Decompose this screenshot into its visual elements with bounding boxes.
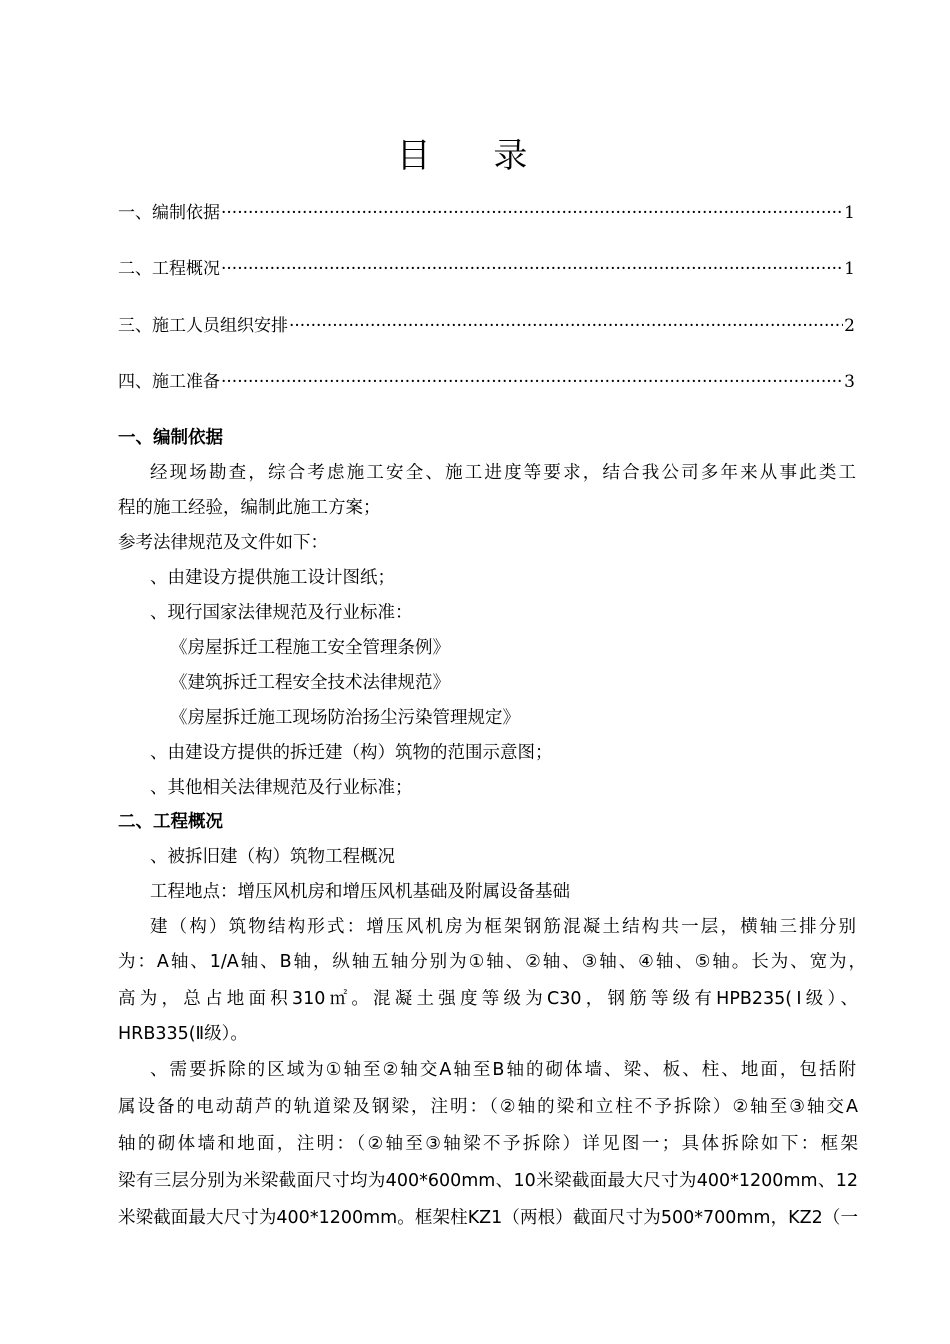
- list-item: 、由建设方提供的拆迁建（构）筑物的范围示意图；: [150, 743, 553, 763]
- toc-leader-dots: [221, 259, 843, 279]
- paragraph-line: 经现场勘查，综合考虑施工安全、施工进度等要求，结合我公司多年来从事此类工: [150, 463, 856, 483]
- paragraph-line: 高为，总占地面积310㎡。混凝土强度等级为C30，钢筋等级有HPB235(Ⅰ级）、: [118, 989, 858, 1009]
- toc-leader-dots: [289, 316, 843, 336]
- list-item: 、由建设方提供施工设计图纸；: [150, 568, 395, 588]
- section-heading: 二、工程概况: [118, 812, 223, 832]
- paragraph-line: 工程地点：增压风机房和增压风机基础及附属设备基础: [150, 882, 570, 902]
- list-item: 、被拆旧建（构）筑物工程概况: [150, 847, 395, 867]
- toc-entry-page: 3: [844, 372, 855, 392]
- toc-entry[interactable]: [118, 254, 855, 280]
- toc-entry-label: 一、编制依据: [118, 203, 220, 223]
- paragraph-line: 建（构）筑物结构形式：增压风机房为框架钢筋混凝土结构共一层，横轴三排分别: [150, 917, 856, 937]
- toc-title: 目 录: [396, 136, 554, 176]
- toc-entry[interactable]: [118, 367, 855, 393]
- paragraph-line: 梁有三层分别为米梁截面尺寸均为400*600mm、10米梁截面最大尺寸为400*1200mm、12: [118, 1171, 858, 1191]
- toc-entry-page: 1: [844, 259, 855, 279]
- reference-item: 《房屋拆迁施工现场防治扬尘污染管理规定》: [170, 708, 520, 728]
- paragraph-line: 属设备的电动葫芦的轨道梁及钢梁，注明：（②轴的梁和立柱不予拆除）②轴至③轴交A: [118, 1097, 858, 1117]
- paragraph-line: 、需要拆除的区域为①轴至②轴交A轴至B轴的砌体墙、梁、板、柱、地面，包括附: [150, 1060, 856, 1080]
- toc-leader-dots: [221, 203, 843, 223]
- toc-leader-dots: [221, 372, 843, 392]
- list-item: 、其他相关法律规范及行业标准；: [150, 778, 413, 798]
- reference-item: 《房屋拆迁工程施工安全管理条例》: [170, 638, 450, 658]
- section-heading: 一、编制依据: [118, 428, 223, 448]
- paragraph-line: 轴的砌体墙和地面，注明：（②轴至③轴梁不予拆除）详见图一；具体拆除如下：框架: [118, 1134, 858, 1154]
- toc-entry-page: 2: [844, 316, 855, 336]
- toc-entry-label: 四、施工准备: [118, 372, 220, 392]
- paragraph-line: 为：A轴、1/A轴、B轴，纵轴五轴分别为①轴、②轴、③轴、④轴、⑤轴。长为、宽为，: [118, 952, 866, 972]
- paragraph-line: 参考法律规范及文件如下：: [118, 533, 328, 553]
- toc-entry-page: 1: [844, 203, 855, 223]
- toc-entry[interactable]: [118, 198, 855, 224]
- toc-entry[interactable]: [118, 311, 855, 337]
- list-item: 、现行国家法律规范及行业标准：: [150, 603, 413, 623]
- reference-item: 《建筑拆迁工程安全技术法律规范》: [170, 673, 450, 693]
- paragraph-line: 米梁截面最大尺寸为400*1200mm。框架柱KZ1（两根）截面尺寸为500*700mm，KZ2（一: [118, 1208, 858, 1228]
- toc-entry-label: 二、工程概况: [118, 259, 220, 279]
- paragraph-line: 程的施工经验，编制此施工方案；: [118, 498, 381, 518]
- paragraph-line: HRB335(Ⅱ级）。: [118, 1024, 248, 1044]
- toc-entry-label: 三、施工人员组织安排: [118, 316, 288, 336]
